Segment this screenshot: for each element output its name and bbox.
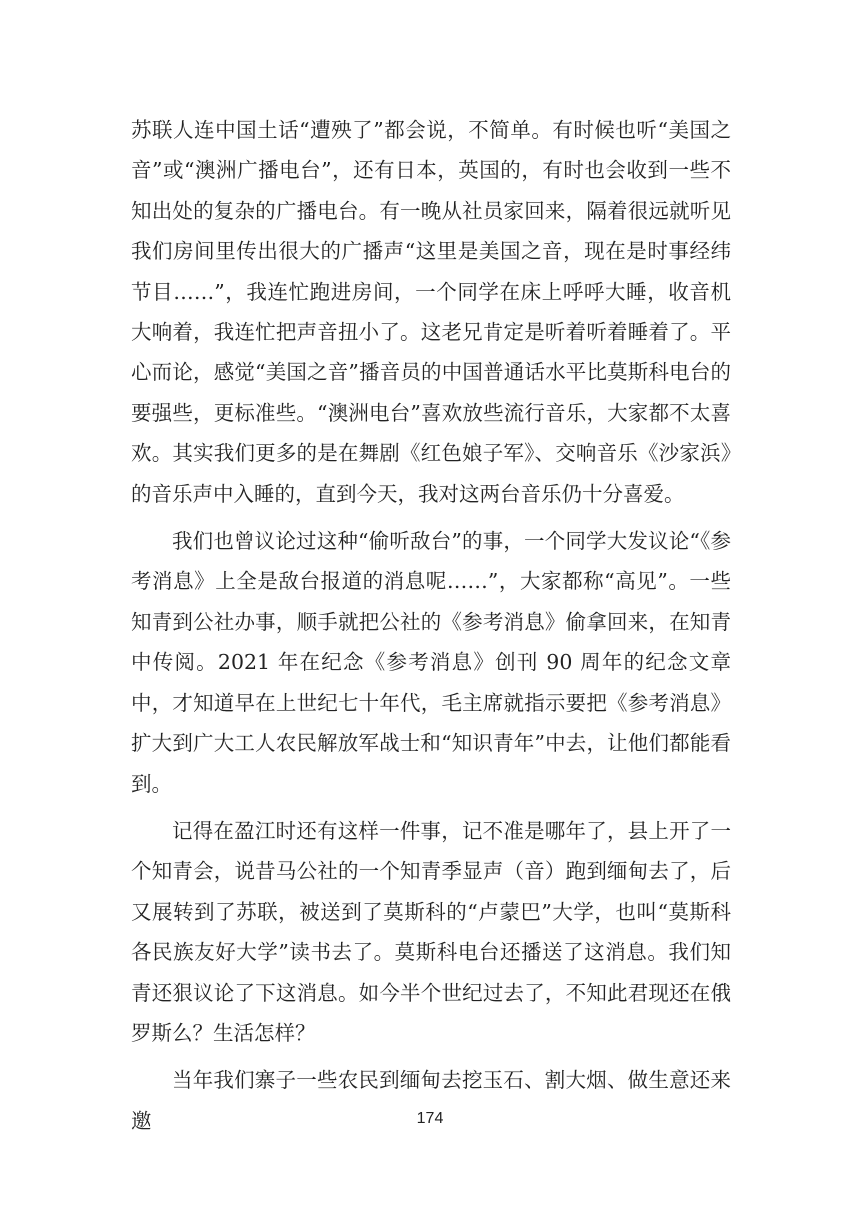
page-number: 174: [416, 1110, 444, 1127]
paragraph-2: 我们也曾议论过这种“偷听敌台”的事，一个同学大发议论“《参考消息》上全是敌台报道的消息呢……”，大家都称“高见”。一些知青到公社办事，顺手就把公社的《参考消息》偷拿回来，在知青中传阅。2021 年在纪念《参考消息》创刊 90 周年的纪念文章中，才知道早在上世纪七十年代，毛主席就指示要把《参考消息》扩大到广大工人农民解放军战士和“知识青年”中去，让他们都能看到。: [131, 529, 731, 796]
paragraph-1: 苏联人连中国土话“遭殃了”都会说，不简单。有时候也听“美国之音”或“澳洲广播电台”，还有日本，英国的，有时也会收到一些不知出处的复杂的广播电台。有一晚从社员家回来，隔着很远就听见我们房间里传出很大的广播声“这里是美国之音，现在是时事经纬节目……”，我连忙跑进房间，一个同学在床上呼呼大睡，收音机大响着，我连忙把声音扭小了。这老兄肯定是听着听着睡着了。平心而论，感觉“美国之音”播音员的中国普通话水平比莫斯科电台的要强些，更标准些。“澳洲电台”喜欢放些流行音乐，大家都不太喜欢。其实我们更多的是在舞剧《红色娘子军》、交响音乐《沙家浜》的音乐声中入睡的，直到今天，我对这两台音乐仍十分喜爱。: [131, 118, 731, 506]
body-text: [131, 110, 731, 1148]
paragraph-4: 当年我们寨子一些农民到缅甸去挖玉石、割大烟、做生意还来邀: [131, 1068, 731, 1133]
paragraph-3: 记得在盈江时还有这样一件事，记不准是哪年了，县上开了一个知青会，说昔马公社的一个知青季显声（音）跑到缅甸去了，后又展转到了苏联，被送到了莫斯科的“卢蒙巴”大学，也叫“莫斯科各民族友好大学”读书去了。莫斯科电台还播送了这消息。我们知青还狠议论了下这消息。如今半个世纪过去了，不知此君现还在俄罗斯么？生活怎样？: [131, 818, 731, 1045]
